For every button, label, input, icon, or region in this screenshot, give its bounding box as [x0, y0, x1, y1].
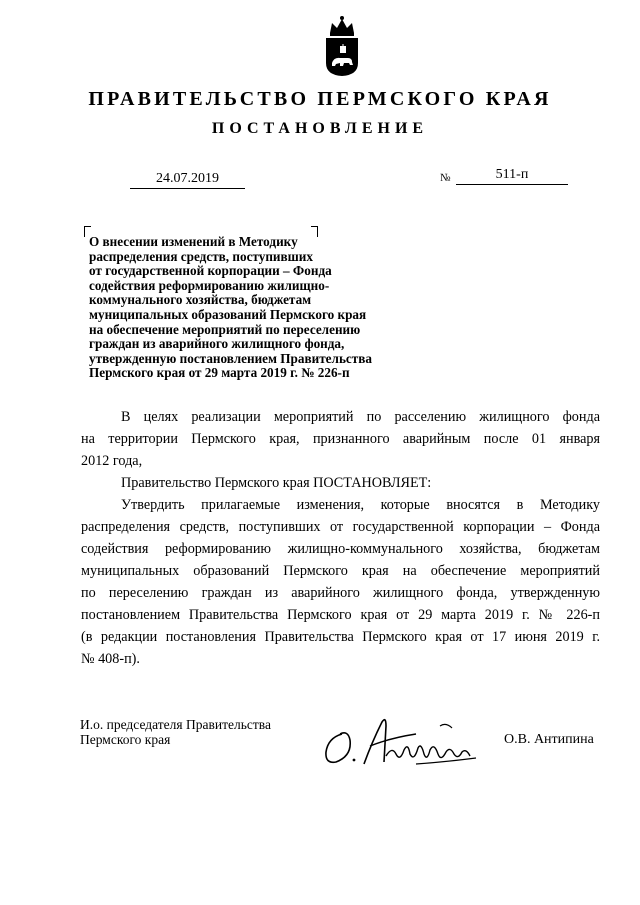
subject-line: от государственной корпорации – Фонда	[89, 263, 332, 279]
body-line: содействия реформированию жилищно-коммунального хозяйства, бюджетам	[81, 541, 600, 557]
subject-line: муниципальных образований Пермского края	[89, 306, 367, 322]
subject-line: О внесении изменений в Методику	[89, 234, 298, 249]
body-line: постановлением Правительства Пермского края от 29 марта 2019 г. № 226-п	[81, 607, 600, 623]
signatory-name: О.В. Антипина	[504, 732, 594, 747]
subject-line: на обеспечение мероприятий по переселению	[89, 321, 361, 337]
document-number: 511-п	[456, 166, 568, 185]
subject-line: утвержденную постановлением Правительства	[89, 350, 372, 366]
coat-of-arms-icon	[322, 13, 362, 77]
signatory-title-line: Пермского края	[80, 732, 171, 747]
subject-line: коммунального хозяйства, бюджетам	[89, 292, 312, 308]
body-line: распределения средств, поступивших от государственной корпорации – Фонда	[81, 519, 600, 535]
body-line: № 408-п).	[81, 651, 140, 667]
subject-line: распределения средств, поступивших	[89, 248, 313, 264]
signatory-title-line: И.о. председателя Правительства	[80, 717, 271, 732]
body-line: на территории Пермского края, признанного аварийным после 01 января	[81, 431, 600, 447]
subject-line: граждан из аварийного жилищного фонда,	[89, 336, 345, 352]
body-line: Утвердить прилагаемые изменения, которые вносятся в Методику	[121, 497, 600, 513]
body-line: по переселению граждан из аварийного жилищного фонда, утвержденную	[81, 585, 600, 601]
document-date: 24.07.2019	[130, 170, 245, 189]
government-title: ПРАВИТЕЛЬСТВО ПЕРМСКОГО КРАЯ	[88, 88, 552, 110]
body-line: 2012 года,	[81, 453, 143, 469]
body-line: муниципальных образований Пермского края на обеспечение мероприятий	[81, 563, 600, 579]
body-line: В целях реализации мероприятий по расселению жилищного фонда	[121, 409, 600, 425]
subject-line: Пермского края от 29 марта 2019 г. № 226-п	[89, 365, 350, 381]
signatory-title	[80, 717, 271, 747]
subject-line: содействия реформированию жилищно-	[89, 277, 330, 293]
handwritten-signature	[320, 712, 490, 772]
body-line: (в редакции постановления Правительства Пермского края от 17 июня 2019 г.	[81, 629, 600, 645]
number-sign: №	[440, 172, 451, 184]
document-type: ПОСТАНОВЛЕНИЕ	[211, 120, 429, 137]
body-line: Правительство Пермского края ПОСТАНОВЛЯЕТ:	[121, 475, 432, 491]
document-subject	[89, 235, 419, 381]
